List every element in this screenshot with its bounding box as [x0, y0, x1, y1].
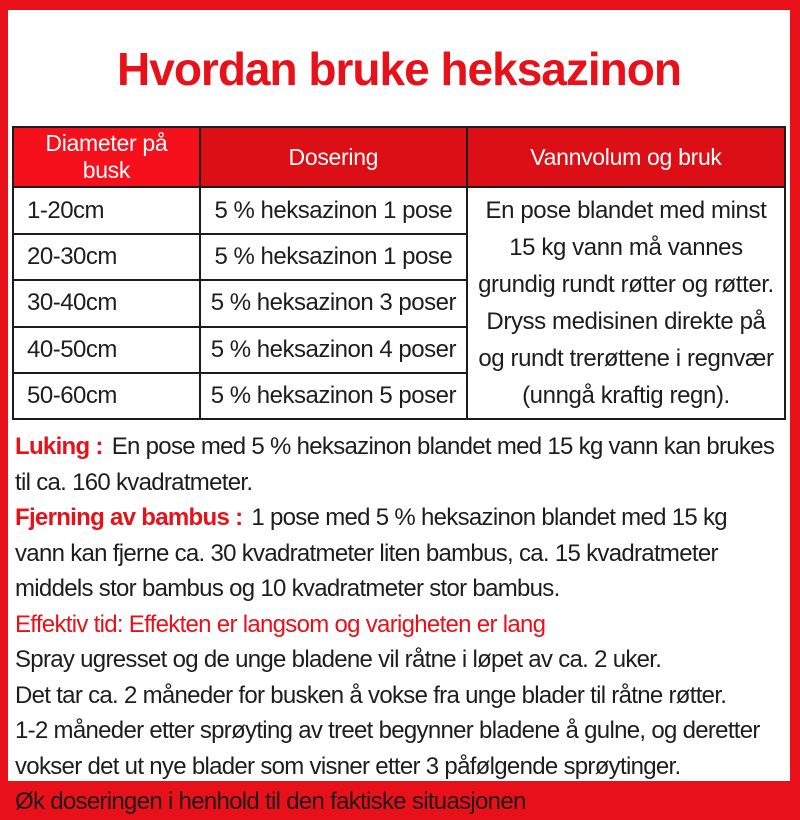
page-title: Hvordan bruke heksazinon: [117, 43, 681, 95]
table-cell-dosering: 5 % heksazinon 5 poser: [200, 373, 467, 419]
table-cell-vannvolum: En pose blandet med minst 15 kg vann må vannes grundig rundt røtter og røtter. Dryss medisinen direkte på og rundt trerøttene i regnvær (unngå kraftig regn).: [467, 187, 785, 419]
table-cell-dosering: 5 % heksazinon 1 pose: [200, 187, 467, 233]
dosing-table: [12, 126, 786, 420]
note-spray: Spray ugresset og de unge bladene vil råtne i løpet av ca. 2 uker.: [15, 646, 662, 674]
note-effektiv-tid: Effektiv tid: Effekten er langsom og varigheten er lang: [15, 610, 546, 638]
column-header-vannvolum: Vannvolum og bruk: [467, 127, 785, 187]
table-cell-dosering: 5 % heksazinon 1 pose: [200, 234, 467, 280]
note-1-2-maneder: 1-2 måneder etter sprøyting av treet begynner bladene å gulne, og deretter vokser det ut nye blader som visner etter 3 påfølgende sprøytinger.: [15, 717, 760, 780]
table-cell-dosering: 5 % heksazinon 4 poser: [200, 327, 467, 373]
note-luking-text: En pose med 5 % heksazinon blandet med 15 kg vann kan brukes til ca. 160 kvadratmeter.: [15, 433, 775, 496]
table-cell-diameter: 40-50cm: [13, 327, 200, 373]
table-cell-dosering: 5 % heksazinon 3 poser: [200, 280, 467, 326]
note-fjerning-label: Fjerning av bambus :: [15, 504, 243, 532]
notes-section: [15, 429, 780, 820]
note-fjerning-text: 1 pose med 5 % heksazinon blandet med 15 kg vann kan fjerne ca. 30 kvadratmeter liten bambus, ca. 15 kvadratmeter middels stor bambus og 10 kvadratmeter stor bambus.: [15, 504, 727, 603]
note-luking-label: Luking :: [15, 433, 103, 461]
table-cell-diameter: 50-60cm: [13, 373, 200, 419]
note-luking: [15, 429, 780, 500]
table-cell-diameter: 1-20cm: [13, 187, 200, 233]
table-cell-diameter: 30-40cm: [13, 280, 200, 326]
note-det-tar: Det tar ca. 2 måneder for busken å vokse fra unge blader til råtne røtter.: [15, 681, 727, 709]
instruction-sheet: [8, 10, 790, 816]
table-cell-diameter: 20-30cm: [13, 234, 200, 280]
header-highlight: Diameter på busk: [14, 128, 199, 186]
note-fjerning: [15, 500, 780, 607]
column-header-dosering: Dosering: [200, 127, 467, 187]
note-ok-dosering: Øk doseringen i henhold til den faktiske situasjonen: [15, 788, 526, 816]
table-header-row: [13, 127, 785, 187]
column-header-diameter: [13, 127, 200, 187]
table-row: [13, 187, 785, 233]
